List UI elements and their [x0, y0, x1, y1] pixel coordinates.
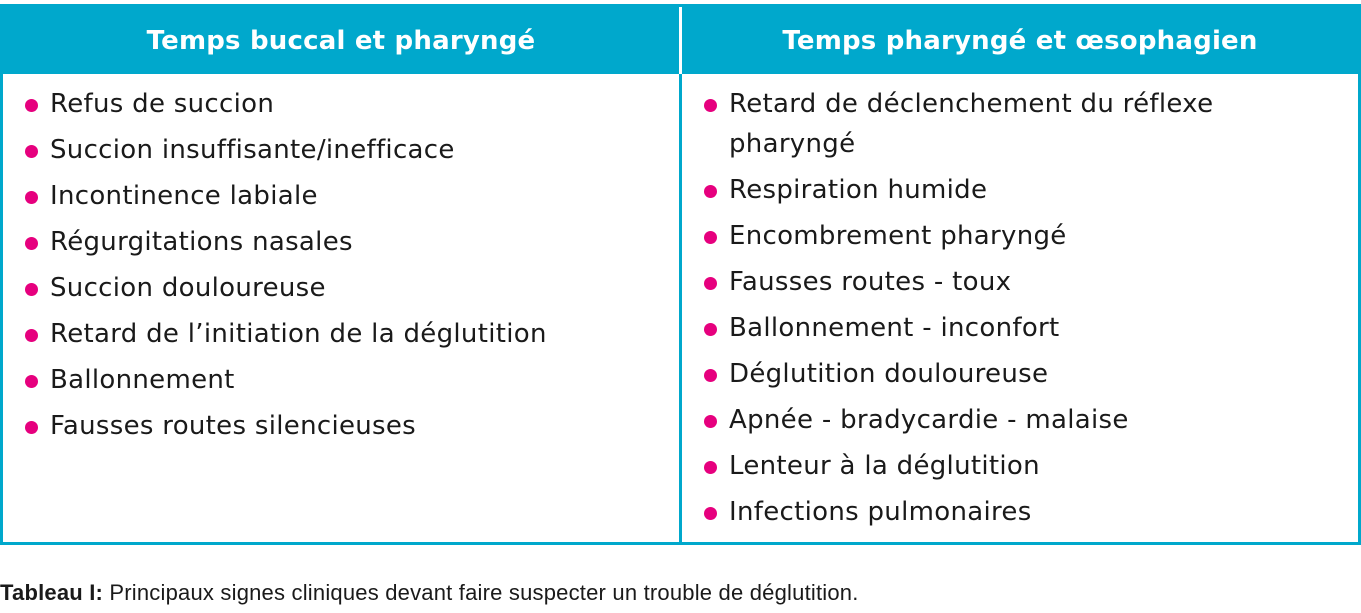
- right-column: [682, 74, 1358, 542]
- clinical-signs-table: [0, 4, 1361, 545]
- list-item-text: Fausses routes silencieuses: [50, 411, 417, 441]
- left-signs-list: [25, 84, 679, 446]
- list-item: [704, 354, 1358, 394]
- list-item: [704, 400, 1358, 440]
- bullet-icon: [704, 461, 717, 474]
- caption-text: Principaux signes cliniques devant faire suspecter un trouble de déglutition.: [103, 580, 859, 605]
- list-item-text: Fausses routes - toux: [729, 267, 1012, 297]
- list-item: [704, 216, 1358, 256]
- bullet-icon: [704, 185, 717, 198]
- list-item-text: Ballonnement: [50, 365, 235, 395]
- list-item: [704, 262, 1358, 302]
- list-item-text: Apnée - bradycardie - malaise: [729, 405, 1129, 435]
- list-item-text: Régurgitations nasales: [50, 227, 353, 257]
- caption-label: Tableau I:: [0, 580, 104, 605]
- list-item-text: Ballonnement - inconfort: [729, 313, 1060, 343]
- bullet-icon: [704, 369, 717, 382]
- list-item-text: Respiration humide: [729, 175, 988, 205]
- list-item-text: Refus de succion: [50, 89, 275, 119]
- bullet-icon: [25, 375, 38, 388]
- left-column: [3, 74, 679, 542]
- list-item: [25, 360, 679, 400]
- bullet-icon: [25, 421, 38, 434]
- header-pharyngeal-esophageal: Temps pharyngé et œsophagien: [782, 25, 1258, 56]
- list-item: [25, 84, 679, 124]
- bullet-icon: [25, 99, 38, 112]
- list-item-text: Succion douloureuse: [50, 273, 326, 303]
- bullet-icon: [704, 277, 717, 290]
- bullet-icon: [704, 99, 717, 112]
- bullet-icon: [25, 191, 38, 204]
- bullet-icon: [704, 231, 717, 244]
- list-item: [704, 170, 1358, 210]
- bullet-icon: [25, 329, 38, 342]
- list-item-text: Retard de l’initiation de la déglutition: [50, 319, 547, 349]
- list-item: [704, 308, 1358, 348]
- list-item-text: Lenteur à la déglutition: [729, 451, 1040, 481]
- list-item: [704, 492, 1358, 532]
- list-item: [704, 446, 1358, 486]
- list-item: [25, 222, 679, 262]
- list-item-text: Encombrement pharyngé: [729, 221, 1067, 251]
- list-item-text: Infections pulmonaires: [729, 497, 1032, 527]
- table-header-row: [3, 7, 1358, 74]
- list-item: [25, 176, 679, 216]
- header-buccal-pharyngeal: Temps buccal et pharyngé: [146, 25, 536, 56]
- list-item: [25, 268, 679, 308]
- bullet-icon: [25, 283, 38, 296]
- bullet-icon: [704, 507, 717, 520]
- list-item-text: Incontinence labiale: [50, 181, 318, 211]
- list-item: [25, 406, 679, 446]
- bullet-icon: [25, 237, 38, 250]
- table-body-row: [3, 74, 1358, 542]
- bullet-icon: [704, 323, 717, 336]
- bullet-icon: [704, 415, 717, 428]
- list-item-text: Succion insuffisante/inefficace: [50, 135, 455, 165]
- list-item: [25, 314, 679, 354]
- list-item-text: Retard de déclenchement du réflexe pharyngé: [729, 89, 1214, 159]
- table-caption: [0, 580, 859, 606]
- list-item: [704, 84, 1358, 164]
- list-item-text: Déglutition douloureuse: [729, 359, 1049, 389]
- list-item: [25, 130, 679, 170]
- right-signs-list: [704, 84, 1358, 532]
- bullet-icon: [25, 145, 38, 158]
